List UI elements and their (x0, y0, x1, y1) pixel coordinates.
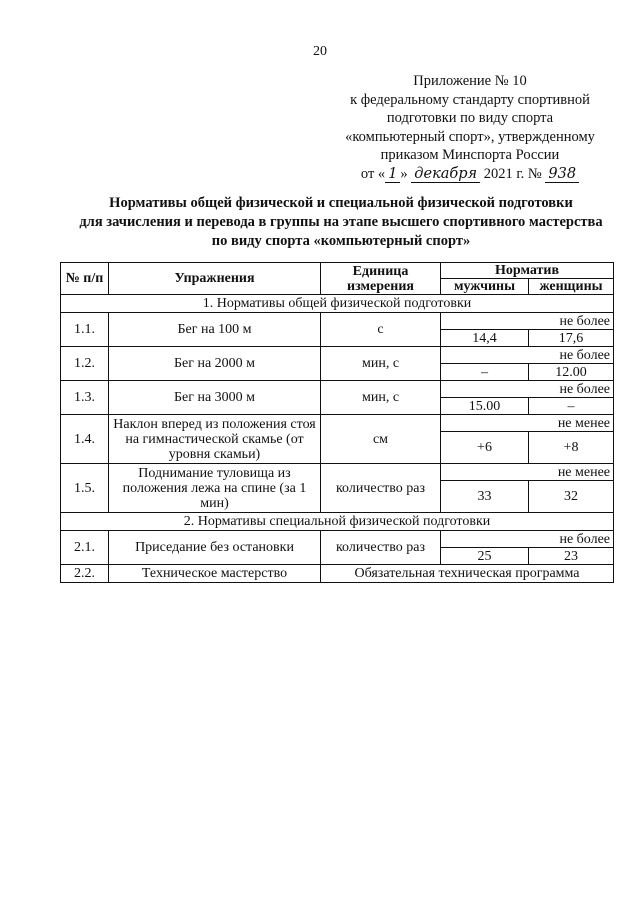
row-condition: не более (441, 347, 614, 364)
order-number: 938 (545, 167, 579, 183)
row-exercise: Бег на 2000 м (109, 347, 321, 381)
row-exercise: Приседание без остановки (109, 531, 321, 565)
row-men-value: 25 (441, 548, 529, 565)
row-condition: не более (441, 313, 614, 330)
row-exercise: Поднимание туловища из положения лежа на спине (за 1 мин) (109, 464, 321, 513)
appendix-line-3: подготовки по виду спорта (386, 110, 554, 126)
row-unit: мин, с (321, 381, 441, 415)
header-men: мужчины (441, 279, 529, 295)
appendix-line-5: приказом Минспорта России (380, 147, 560, 163)
header-women: женщины (529, 279, 614, 295)
row-men-value: +6 (441, 432, 529, 464)
row-unit: см (321, 415, 441, 464)
date-year: 2021 г. № (483, 165, 542, 182)
row-women-value: 32 (529, 481, 614, 513)
row-number: 2.2. (61, 565, 109, 583)
header-norm: Норматив (441, 263, 614, 279)
header-number: № п/п (61, 263, 109, 295)
row-unit: с (321, 313, 441, 347)
title-line-2: для зачисления и перевода в группы на этапе высшего спортивного мастерства (79, 214, 603, 230)
row-men-value: – (441, 364, 529, 381)
row-condition: не менее (441, 415, 614, 432)
appendix-block (320, 72, 620, 183)
row-women-value: 12.00 (529, 364, 614, 381)
document-title (60, 194, 622, 251)
header-unit: Единица измерения (321, 263, 441, 295)
row-requirement: Обязательная техническая программа (321, 565, 614, 583)
row-exercise: Техническое мастерство (109, 565, 321, 583)
row-number: 1.4. (61, 415, 109, 464)
row-condition: не более (441, 531, 614, 548)
section-1-heading: 1. Нормативы общей физической подготовки (61, 295, 614, 313)
row-unit: количество раз (321, 531, 441, 565)
row-exercise: Бег на 3000 м (109, 381, 321, 415)
date-month: декабря (411, 167, 480, 183)
row-condition: не менее (441, 464, 614, 481)
date-prefix: от « (360, 165, 386, 182)
header-exercise: Упражнения (109, 263, 321, 295)
row-number: 1.3. (61, 381, 109, 415)
row-number: 2.1. (61, 531, 109, 565)
row-women-value: – (529, 398, 614, 415)
appendix-line-2: к федеральному стандарту спортивной (350, 91, 590, 108)
row-men-value: 14,4 (441, 330, 529, 347)
row-exercise: Бег на 100 м (109, 313, 321, 347)
row-men-value: 33 (441, 481, 529, 513)
row-number: 1.1. (61, 313, 109, 347)
norms-table (60, 262, 614, 583)
row-number: 1.2. (61, 347, 109, 381)
date-day: 1 (385, 167, 400, 183)
row-exercise: Наклон вперед из положения стоя на гимнастической скамье (от уровня скамьи) (109, 415, 321, 464)
appendix-title: Приложение № 10 (413, 73, 527, 89)
section-2-heading: 2. Нормативы специальной физической подготовки (61, 513, 614, 531)
title-line-3: по виду спорта «компьютерный спорт» (211, 233, 471, 249)
row-number: 1.5. (61, 464, 109, 513)
page-number: 20 (313, 44, 327, 59)
row-men-value: 15.00 (441, 398, 529, 415)
row-women-value: 23 (529, 548, 614, 565)
row-women-value: 17,6 (529, 330, 614, 347)
row-unit: количество раз (321, 464, 441, 513)
appendix-date-line (320, 165, 620, 184)
date-mid: » (400, 165, 408, 182)
row-women-value: +8 (529, 432, 614, 464)
title-line-1: Нормативы общей физической и специальной физической подготовки (109, 195, 573, 211)
row-condition: не более (441, 381, 614, 398)
appendix-line-4: «компьютерный спорт», утвержденному (345, 128, 595, 145)
row-unit: мин, с (321, 347, 441, 381)
